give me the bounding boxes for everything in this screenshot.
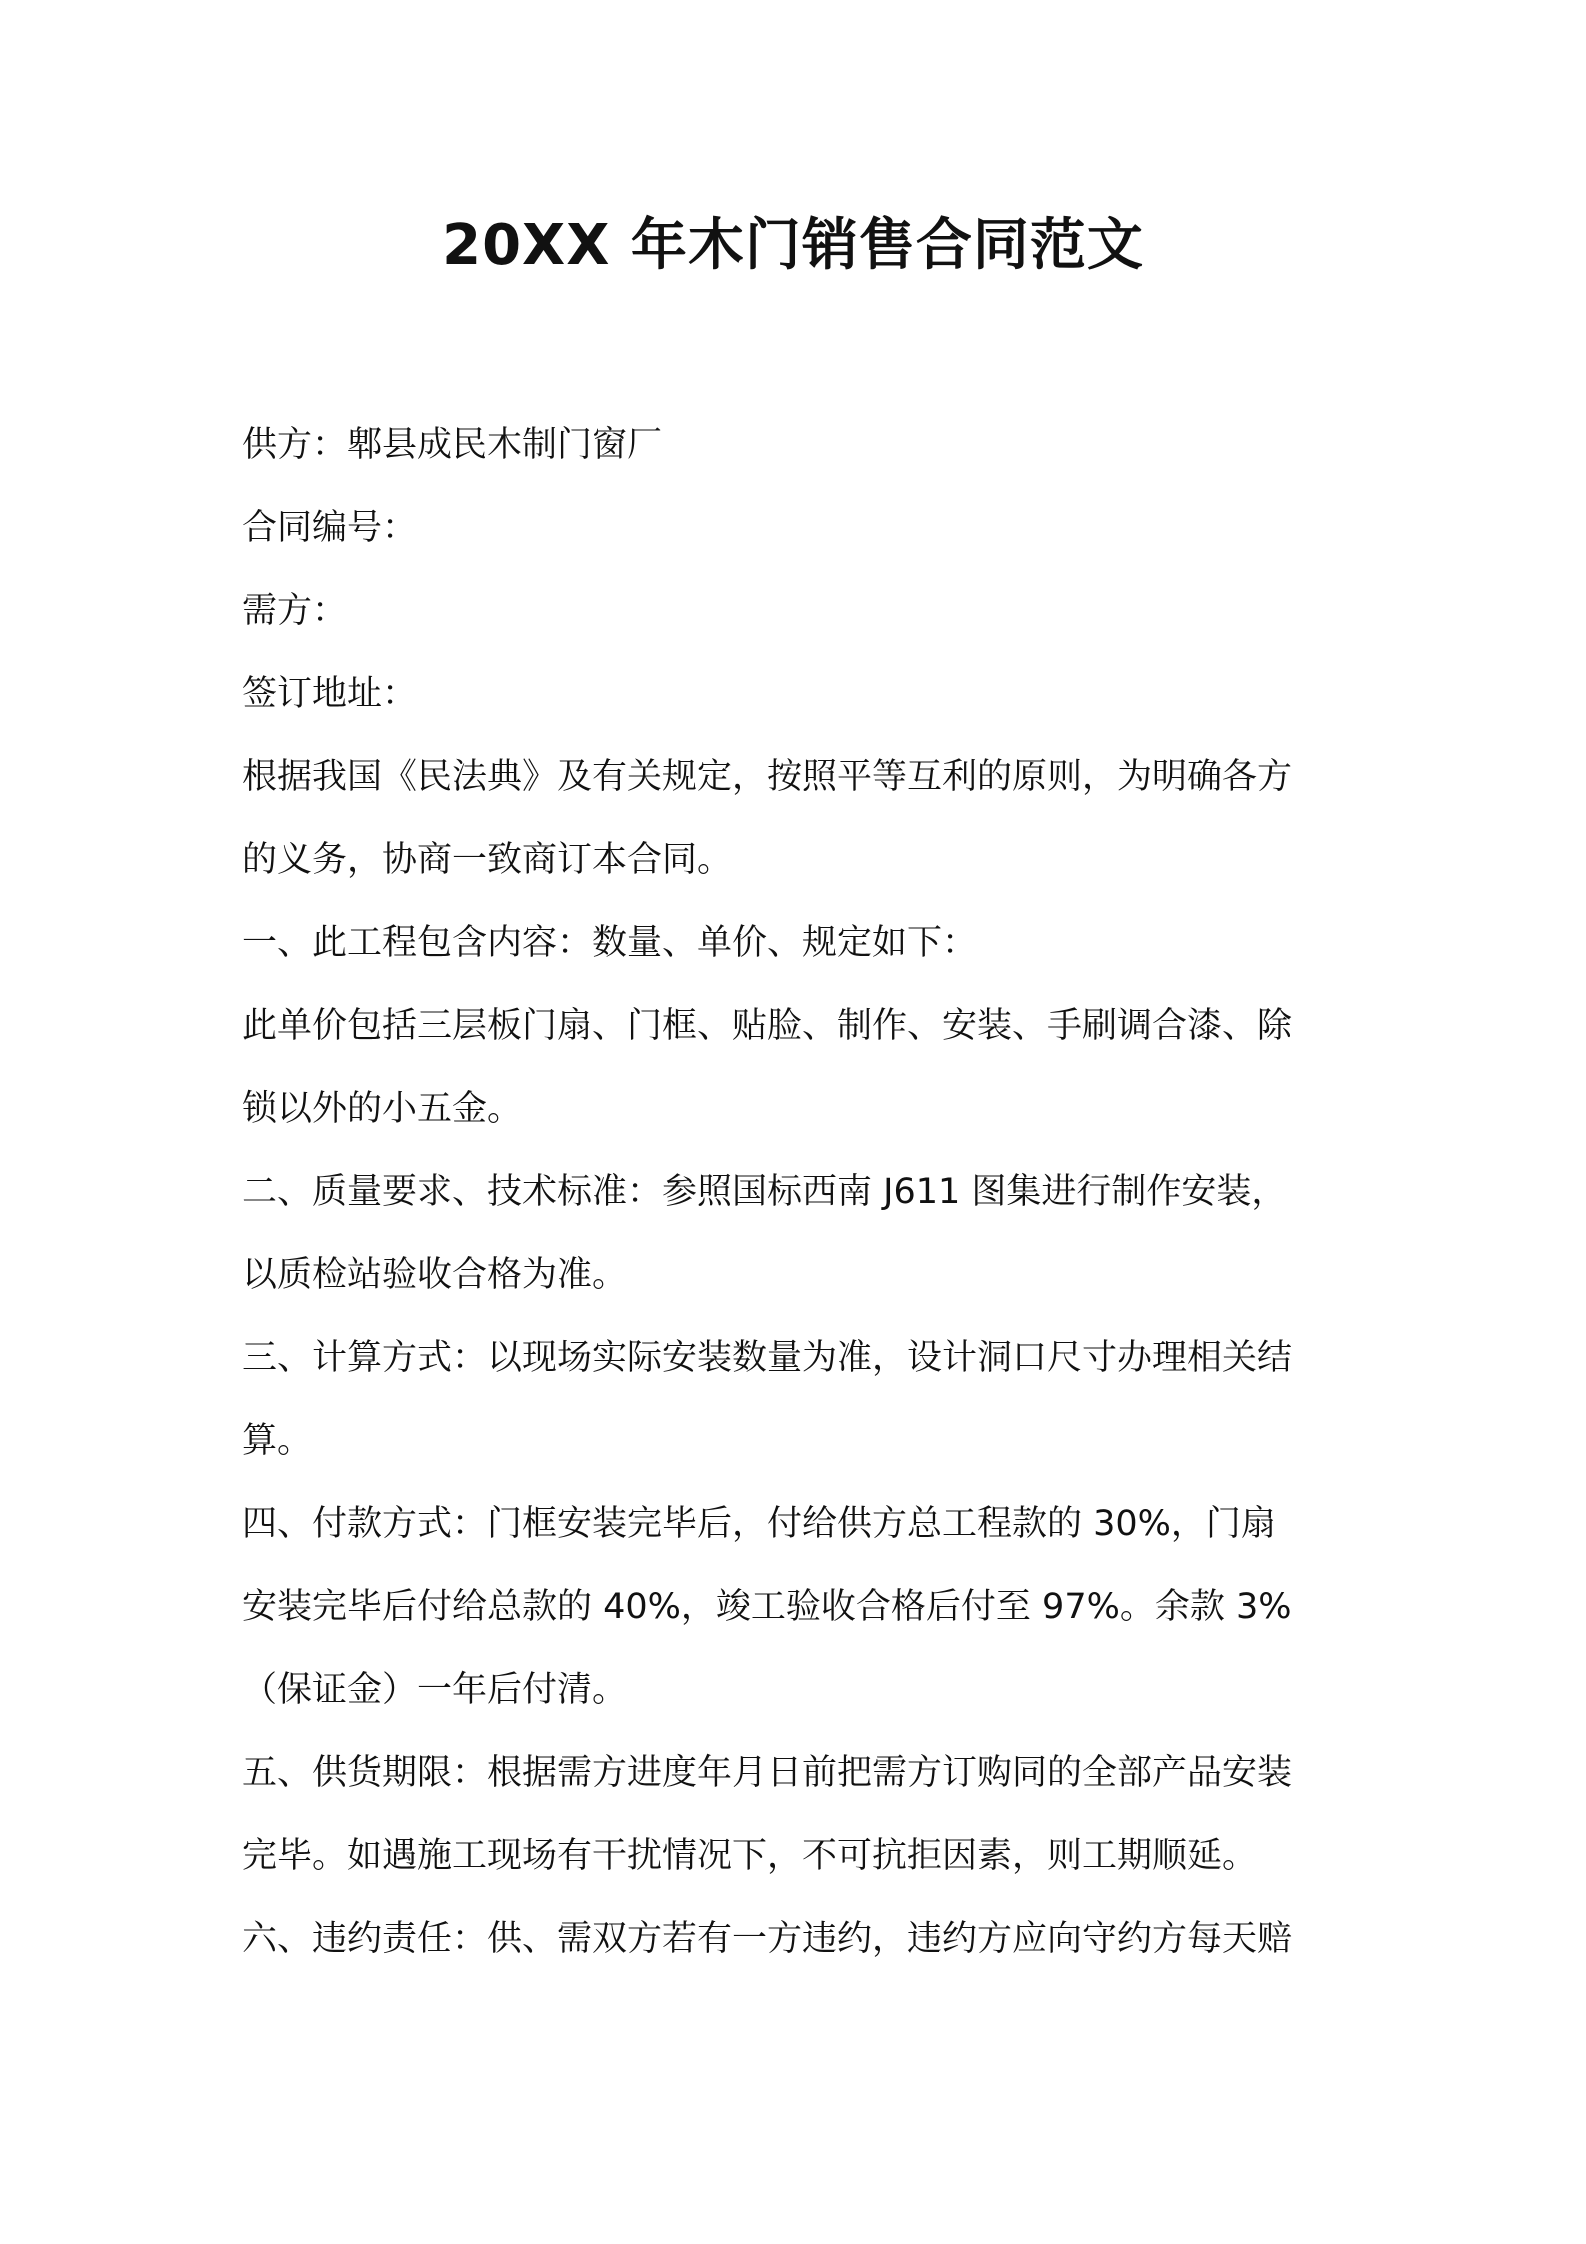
clause-5-line-2: 完毕。如遇施工现场有干扰情况下，不可抗拒因素，则工期顺延。: [242, 1836, 1258, 1876]
preamble-line-2: 的义务，协商一致商订本合同。: [242, 840, 733, 880]
clause-4-line-1: 四、付款方式：门框安装完毕后，付给供方总工程款的 30%，门扇: [242, 1504, 1276, 1544]
clause-2-line-1: 二、质量要求、技术标准：参照国标西南 J611 图集进行制作安装，: [242, 1172, 1287, 1212]
clause-5-line-1: 五、供货期限：根据需方进度年月日前把需方订购同的全部产品安装: [242, 1753, 1293, 1793]
clause-4-line-2: 安装完毕后付给总款的 40%，竣工验收合格后付至 97%。余款 3%: [242, 1587, 1292, 1627]
supplier-line: 供方：郫县成民木制门窗厂: [242, 425, 663, 465]
clause-6-line-1: 六、违约责任：供、需双方若有一方违约，违约方应向守约方每天赔: [242, 1919, 1293, 1959]
clause-1-line-1: 此单价包括三层板门扇、门框、贴脸、制作、安装、手刷调合漆、除: [242, 1006, 1293, 1046]
preamble-line-1: 根据我国《民法典》及有关规定，按照平等互利的原则，为明确各方: [242, 757, 1293, 797]
clause-3-line-2: 算。: [242, 1421, 313, 1461]
document-title: 20XX 年木门销售合同范文: [442, 213, 1144, 278]
document-body: [242, 404, 1362, 1981]
contract-number-line: 合同编号：: [242, 508, 418, 548]
clause-1-line-2: 锁以外的小五金。: [242, 1089, 523, 1129]
clause-2-line-2: 以质检站验收合格为准。: [242, 1255, 628, 1295]
clause-3-line-1: 三、计算方式：以现场实际安装数量为准，设计洞口尺寸办理相关结: [242, 1338, 1293, 1378]
clause-1-heading: 一、此工程包含内容：数量、单价、规定如下：: [242, 923, 978, 963]
signing-address-line: 签订地址：: [242, 674, 418, 714]
buyer-line: 需方：: [242, 591, 348, 631]
clause-4-line-3: （保证金）一年后付清。: [242, 1670, 628, 1710]
